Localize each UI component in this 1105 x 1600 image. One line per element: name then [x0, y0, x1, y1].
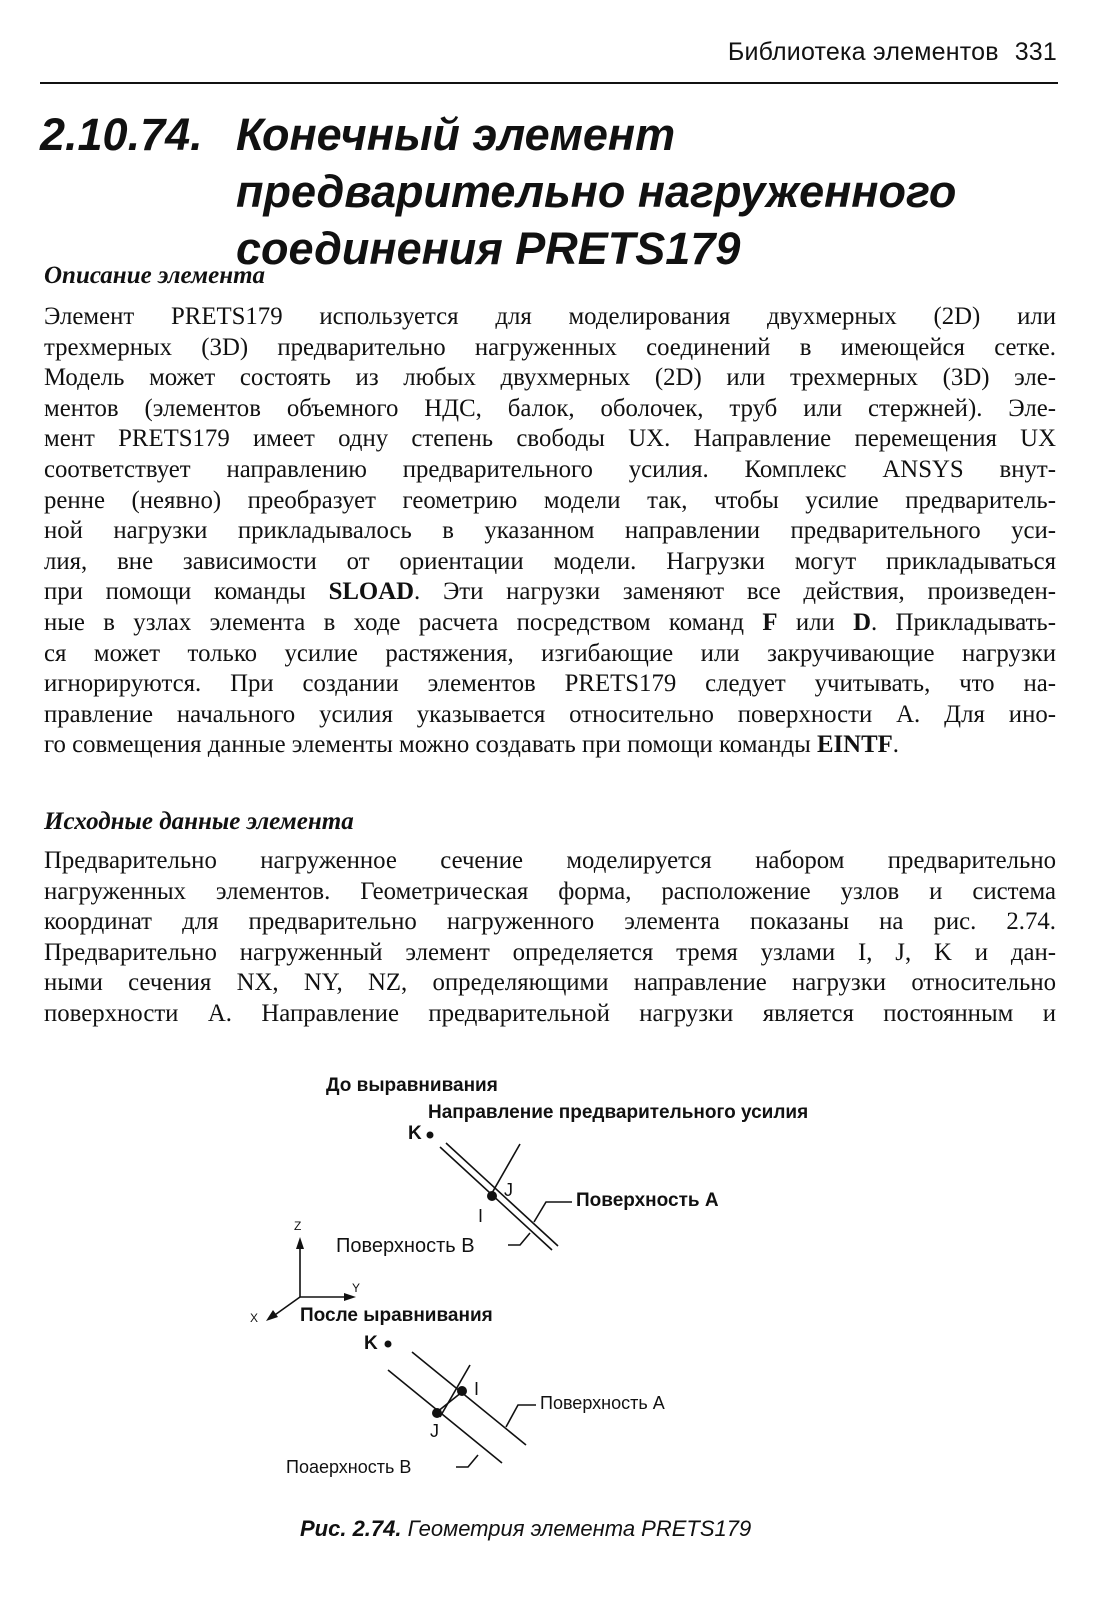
text-run: . Эти нагрузки заменяют все действия, произведен-: [414, 578, 1057, 606]
paragraph-line: игнорируются. При создании элементов PRETS179 следует учитывать, что на-: [44, 670, 1056, 698]
command-f: F: [762, 608, 778, 636]
caption-text: Геометрия элемента PRETS179: [407, 1516, 752, 1541]
text-run: .: [892, 731, 899, 759]
axis-y-label: Y: [352, 1281, 361, 1295]
text-run: ные в узлах элемента в ходе расчета посредством команд: [44, 608, 745, 636]
text-run: при помощи команды: [44, 578, 306, 606]
paragraph-line: Предварительно нагруженное сечение моделируется набором предварительно: [44, 847, 1056, 874]
top-surface-a-label: Поверхность A: [576, 1190, 719, 1211]
paragraph-line: [44, 608, 1056, 639]
bottom-node-k: [385, 1341, 392, 1348]
figure-diagram: [230, 1065, 870, 1505]
top-surface-b-label: Поверхность B: [336, 1235, 475, 1257]
paragraph-line: [44, 577, 1056, 608]
paragraph-line: ными сечения NX, NY, NZ, определяющими направление нагрузки относительно: [44, 969, 1056, 997]
paragraph-line: ментов (элементов объемного НДС, балок, оболочек, труб или стержней). Эле-: [44, 394, 1056, 422]
text-run: го совмещения данные элементы можно создавать при помощи команды: [44, 731, 811, 759]
running-title: Библиотека элементов: [727, 38, 999, 66]
bottom-node-i-label: I: [474, 1379, 480, 1399]
section-title-line-1: Конечный элемент: [236, 109, 676, 160]
preload-direction-label: Направление предварительного усилия: [428, 1102, 809, 1123]
before-alignment-label: До выравнивания: [326, 1075, 498, 1096]
axis-x-label: X: [250, 1311, 259, 1325]
top-surface-line-2: [446, 1143, 558, 1246]
command-sload: SLOAD: [328, 578, 415, 606]
bottom-surface-b-leader: [456, 1455, 478, 1467]
paragraph-line: лия, вне зависимости от ориентации модели. Нагрузки могут прикладываться: [44, 547, 1056, 575]
caption-number: Рис. 2.74.: [300, 1516, 402, 1541]
paragraph-line: мент PRETS179 имеет одну степень свободы UX. Направление перемещения UX: [44, 425, 1056, 453]
page-number: 331: [1014, 38, 1057, 66]
paragraph-line: ренне (неявно) преобразует геометрию модели так, чтобы усилие предваритель-: [44, 486, 1056, 514]
bottom-ij-link: [437, 1392, 462, 1412]
z-axis-arrow-icon: [296, 1237, 304, 1249]
section-title-line-2: предварительно нагруженного: [236, 166, 957, 217]
section-title-line-3: соединения PRETS179: [236, 223, 741, 274]
bottom-node-i: [457, 1386, 467, 1396]
description-paragraph: [44, 302, 1056, 761]
text-run: или: [795, 608, 835, 636]
bottom-surface-b-label: Поаерхность B: [286, 1457, 412, 1477]
figure-prets179-geometry: [230, 1065, 870, 1505]
input-data-heading: Исходные данные элемента: [44, 808, 354, 835]
top-node-j-label: J: [504, 1180, 513, 1200]
top-node-i-j: [487, 1191, 497, 1201]
command-eintf: EINTF: [816, 731, 893, 759]
running-head: [728, 38, 1057, 67]
description-heading: Описание элемента: [44, 262, 266, 289]
top-surface-a-leader: [534, 1202, 572, 1222]
bottom-node-k-label: K: [364, 1333, 378, 1354]
header-rule: [40, 82, 1058, 84]
top-node-k: [427, 1132, 434, 1139]
paragraph-line: поверхности A. Направление предварительной нагрузки является постоянным и: [44, 999, 1056, 1027]
bottom-node-j-label: J: [430, 1421, 439, 1441]
paragraph-line: правление начального усилия указывается относительно поверхности A. Для ино-: [44, 700, 1056, 728]
paragraph-line: соответствует направлению предварительного усилия. Комплекс ANSYS внут-: [44, 455, 1056, 483]
bottom-node-j: [432, 1408, 442, 1418]
section-title: [40, 106, 1070, 277]
section-number: 2.10.74.: [40, 109, 203, 160]
bottom-surface-line-b: [388, 1370, 502, 1463]
paragraph-line: координат для предварительно нагруженного элемента показаны на рис. 2.74.: [44, 908, 1056, 936]
top-surface-b-leader: [508, 1233, 530, 1245]
paragraph-line: ной нагрузки прикладывалось в указанном направлении предварительного уси-: [44, 517, 1056, 545]
paragraph-line: Предварительно нагруженный элемент определяется тремя узлами I, J, K и дан-: [44, 938, 1056, 966]
paragraph-line: нагруженных элементов. Геометрическая форма, расположение узлов и система: [44, 877, 1056, 905]
paragraph-line: трехмерных (3D) предварительно нагруженных соединений в имеющейся сетке.: [44, 333, 1056, 361]
after-alignment-label: После ыравнивания: [300, 1305, 493, 1326]
command-d: D: [853, 608, 872, 636]
x-axis-arrow-icon: [266, 1310, 278, 1321]
figure-caption: [300, 1516, 751, 1542]
input-data-paragraph: [44, 846, 1056, 1030]
bottom-surface-a-leader: [506, 1405, 536, 1427]
paragraph-line: Модель может состоять из любых двухмерных (2D) или трехмерных (3D) эле-: [44, 364, 1056, 392]
paragraph-line: [44, 730, 1056, 761]
top-node-i-label: I: [478, 1206, 484, 1226]
x-axis: [272, 1297, 300, 1317]
paragraph-line: ся может только усилие растяжения, изгибающие или закручивающие нагрузки: [44, 639, 1056, 667]
top-node-k-label: K: [408, 1123, 422, 1144]
text-run: . Прикладывать-: [871, 608, 1056, 636]
bottom-surface-a-label: Поверхность A: [540, 1393, 665, 1413]
paragraph-line: Элемент PRETS179 используется для моделирования двухмерных (2D) или: [44, 303, 1056, 330]
axis-z-label: Z: [294, 1219, 302, 1233]
